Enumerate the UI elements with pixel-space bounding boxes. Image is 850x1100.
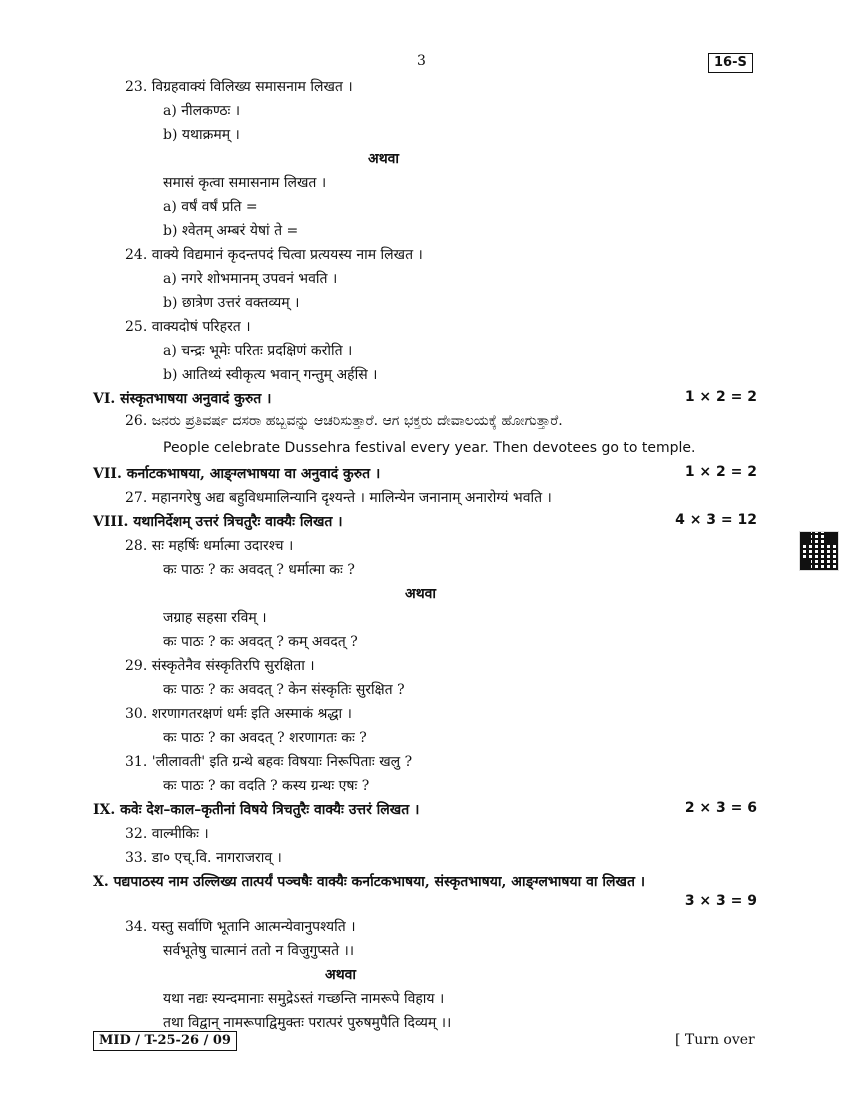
text-line: 23. विग्रहवाक्यं विलिख्य समासनाम लिखत । [125,79,353,95]
text-line: समासं कृत्वा समासनाम लिखत । [163,175,327,191]
qr-code-icon [800,532,838,570]
text-line: अथवा [325,967,357,983]
page-number: 3 [417,53,426,69]
text-line: 33. डा० एच्.वि. नागराजराव् । [125,850,282,866]
marks-label: 1 × 2 = 2 [684,389,757,405]
text-line: 25. वाक्यदोषं परिहरत । [125,319,251,335]
marks-label: 3 × 3 = 9 [684,893,757,909]
text-line: 27. महानगरेषु अद्य बहुविधमालिन्यानि दृश्यन्ते । मालिन्येन जनानाम् अनारोग्यं भवति । [125,490,552,506]
text-line: b) छात्रेण उत्तरं वक्तव्यम् । [163,295,300,311]
text-line: IX. कवेः देश–काल–कृतीनां विषये त्रिचतुरैः वाक्यैः उत्तरं लिखत । [93,802,420,818]
text-line: X. पद्यपाठस्य नाम उल्लिख्य तात्पर्यं पञ्चषैः वाक्यैः कर्नाटकभाषया, संस्कृतभाषया, आङ्ग्लभाषया वा लिखत । [93,874,646,890]
text-line: जग्राह सहसा रविम् । [163,610,267,626]
text-line: अथवा [405,586,437,602]
text-line: यथा नद्यः स्यन्दमानाः समुद्रेऽस्तं गच्छन्ति नामरूपे विहाय । [163,991,445,1007]
text-line: a) चन्द्रः भूमेः परितः प्रदक्षिणं करोति । [163,343,353,359]
text-line: सर्वभूतेषु चात्मानं ततो न विजुगुप्सते ।। [163,943,355,959]
text-line: कः पाठः ? कः अवदत् ? धर्मात्मा कः ? [163,562,355,578]
paper-code-box: 16-S [708,53,753,73]
text-line: कः पाठः ? कः अवदत् ? केन संस्कृतिः सुरक्षित ? [163,682,405,698]
text-line: a) नगरे शोभमानम् उपवनं भवति । [163,271,338,287]
text-line: 24. वाक्ये विद्यमानं कृदन्तपदं चित्वा प्रत्ययस्य नाम लिखत । [125,247,423,263]
turn-over: [ Turn over [675,1032,755,1048]
text-line: 26. ಜನರು ಪ್ರತಿವರ್ಷ ದಸರಾ ಹಬ್ಬವನ್ನು ಆಚರಿಸುತ್ತಾರೆ. ಆಗ ಭಕ್ತರು ದೇವಾಲಯಕ್ಕೆ ಹೋಗುತ್ತಾರೆ. [125,413,563,429]
text-line: 32. वाल्मीकिः । [125,826,209,842]
text-line: तथा विद्वान् नामरूपाद्विमुक्तः परात्परं पुरुषमुपैति दिव्यम् ।। [163,1015,452,1031]
text-line: VIII. यथानिर्देशम् उत्तरं त्रिचतुरैः वाक्यैः लिखत । [93,514,343,530]
text-line: 28. सः महर्षिः धर्मात्मा उदारश्च । [125,538,294,554]
text-line: 29. संस्कृतेनैव संस्कृतिरपि सुरक्षिता । [125,658,315,674]
text-line: b) आतिथ्यं स्वीकृत्य भवान् गन्तुम् अर्हसि । [163,367,378,383]
text-line: a) नीलकण्ठः । [163,103,241,119]
marks-label: 4 × 3 = 12 [675,512,757,528]
text-line: People celebrate Dussehra festival every year. Then devotees go to temple. [163,440,696,456]
text-line: b) यथाक्रमम् । [163,127,240,143]
text-line: VI. संस्कृतभाषया अनुवादं कुरुत । [93,391,272,407]
text-line: 34. यस्तु सर्वाणि भूतानि आत्मन्येवानुपश्यति । [125,919,356,935]
text-line: कः पाठः ? का अवदत् ? शरणागतः कः ? [163,730,367,746]
marks-label: 1 × 2 = 2 [684,464,757,480]
footer-code-box: MID / T-25-26 / 09 [93,1031,237,1051]
text-line: 30. शरणागतरक्षणं धर्मः इति अस्माकं श्रद्धा । [125,706,352,722]
marks-label: 2 × 3 = 6 [684,800,757,816]
text-line: अथवा [368,151,400,167]
text-line: b) श्वेतम् अम्बरं येषां ते = [163,223,299,239]
text-line: कः पाठः ? कः अवदत् ? कम् अवदत् ? [163,634,358,650]
text-line: VII. कर्नाटकभाषया, आङ्ग्लभाषया वा अनुवादं कुरुत । [93,466,381,482]
text-line: कः पाठः ? का वदति ? कस्य ग्रन्थः एषः ? [163,778,370,794]
text-line: a) वर्षं वर्षं प्रति = [163,199,258,215]
text-line: 31. 'लीलावती' इति ग्रन्थे बहवः विषयाः निरूपिताः खलु ? [125,754,413,770]
